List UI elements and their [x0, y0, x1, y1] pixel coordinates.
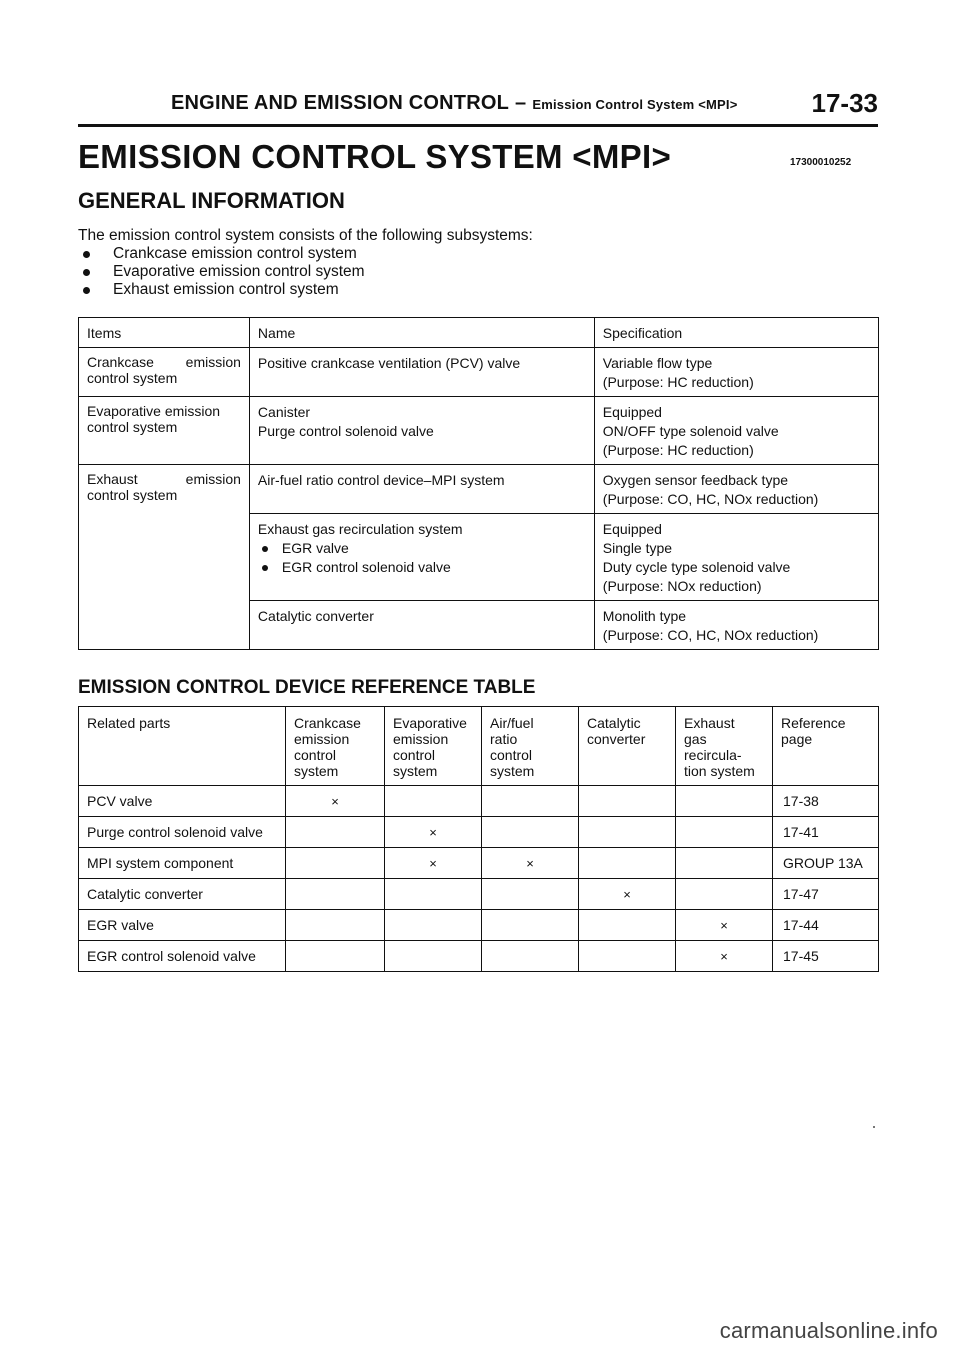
mark-cell: [676, 879, 773, 910]
header-section-title: ENGINE AND EMISSION CONTROL: [171, 92, 510, 114]
mark-cell: [385, 786, 482, 817]
mark-cell: [385, 910, 482, 941]
spec-text: Oxygen sensor feedback type: [602, 472, 789, 488]
header-exhaust-gas-recirculation: Exhaust gas recircula- tion system: [676, 707, 773, 786]
mark-cell: ×: [286, 786, 385, 817]
mark-cell: [286, 941, 385, 972]
mark-cell: [676, 817, 773, 848]
spec-text: (Purpose: NOx reduction): [602, 578, 762, 594]
subsystem-list: [78, 245, 365, 299]
page-header: [78, 88, 878, 127]
header-name: Name: [249, 318, 594, 348]
name-text: Canister: [257, 404, 311, 420]
list-item-text: Exhaust emission control system: [113, 281, 339, 298]
spec-cell: [594, 397, 878, 465]
spec-text: (Purpose: CO, HC, NOx reduction): [602, 627, 819, 643]
header-related-parts: Related parts: [79, 707, 286, 786]
name-cell: [249, 514, 594, 601]
list-item: [78, 245, 365, 263]
spec-cell: [594, 514, 878, 601]
table-row: [79, 348, 879, 397]
mark-cell: [482, 786, 579, 817]
spec-text: Variable flow type: [602, 355, 713, 371]
mark-cell: [482, 941, 579, 972]
list-item-text: Evaporative emission control system: [113, 263, 365, 280]
mark-cell: [286, 879, 385, 910]
page-number: 17-33: [811, 88, 878, 118]
mark-cell: [579, 817, 676, 848]
table-row: [79, 465, 879, 514]
intro-text: The emission control system consists of the following subsystems:: [78, 227, 533, 244]
spec-cell: [594, 348, 878, 397]
watermark: carmanualsonline.info: [719, 1318, 938, 1343]
bullet-icon: [83, 251, 90, 258]
spec-text: Duty cycle type solenoid valve: [602, 559, 791, 575]
reference-page-cell: 17-38: [773, 786, 879, 817]
reference-page-cell: 17-41: [773, 817, 879, 848]
header-section: [171, 92, 738, 115]
item-text: Exhaust: [87, 471, 138, 487]
related-part-cell: PCV valve: [79, 786, 286, 817]
bullet-icon: [83, 269, 90, 276]
spec-cell: [594, 465, 878, 514]
item-cell: [79, 348, 250, 397]
item-text: emission: [185, 354, 241, 370]
header-reference-page: Reference page: [773, 707, 879, 786]
item-text: control system: [87, 370, 178, 386]
mark-cell: [482, 910, 579, 941]
reference-table: [78, 706, 879, 972]
name-text: Exhaust gas recirculation system: [257, 521, 463, 537]
name-cell: [249, 397, 594, 465]
header-catalytic: Catalytic converter: [579, 707, 676, 786]
header-subsection: Emission Control System <MPI>: [532, 97, 738, 112]
list-item: [258, 539, 586, 558]
bullet-icon: [262, 565, 268, 571]
item-cell: [79, 465, 250, 650]
mark-cell: [286, 910, 385, 941]
list-item: [258, 558, 586, 577]
mark-cell: [385, 879, 482, 910]
mark-cell: [676, 848, 773, 879]
item-text: Evaporative emission: [87, 403, 221, 419]
related-part-cell: Catalytic converter: [79, 879, 286, 910]
scan-speck: [873, 1126, 875, 1128]
item-text: emission: [185, 471, 241, 487]
item-text: Crankcase: [87, 354, 154, 370]
table-row: [79, 879, 879, 910]
related-part-cell: EGR control solenoid valve: [79, 941, 286, 972]
related-part-cell: Purge control solenoid valve: [79, 817, 286, 848]
mark-cell: [579, 786, 676, 817]
list-item: [78, 281, 365, 299]
mark-cell: ×: [482, 848, 579, 879]
table-row: [79, 397, 879, 465]
general-information-heading: GENERAL INFORMATION: [78, 188, 345, 213]
item-text: control system: [87, 487, 178, 503]
name-cell: Positive crankcase ventilation (PCV) valve: [249, 348, 594, 397]
spec-text: Single type: [602, 540, 673, 556]
mark-cell: ×: [676, 941, 773, 972]
table-row: [79, 817, 879, 848]
mark-cell: ×: [579, 879, 676, 910]
page-title: EMISSION CONTROL SYSTEM <MPI>: [78, 138, 672, 175]
bullet-icon: [83, 287, 90, 294]
mark-cell: [676, 786, 773, 817]
mark-cell: ×: [385, 848, 482, 879]
egr-component-list: [258, 539, 586, 577]
mark-cell: [286, 848, 385, 879]
name-cell: Catalytic converter: [249, 601, 594, 650]
bullet-icon: [262, 546, 268, 552]
header-airfuel: Air/fuel ratio control system: [482, 707, 579, 786]
related-part-cell: EGR valve: [79, 910, 286, 941]
mark-cell: [579, 910, 676, 941]
item-cell: [79, 397, 250, 465]
document-code: 17300010252: [790, 157, 852, 168]
mark-cell: ×: [385, 817, 482, 848]
list-item-text: Crankcase emission control system: [113, 245, 357, 262]
table-header-row: [79, 707, 879, 786]
list-item: [78, 263, 365, 281]
table-row: [79, 941, 879, 972]
reference-table-body: [79, 786, 879, 972]
spec-text: (Purpose: CO, HC, NOx reduction): [602, 491, 819, 507]
spec-text: Equipped: [602, 404, 662, 420]
mark-cell: [482, 879, 579, 910]
header-items: Items: [79, 318, 250, 348]
list-item-text: EGR control solenoid valve: [281, 559, 451, 575]
table-row: [79, 848, 879, 879]
mark-cell: [385, 941, 482, 972]
spec-text: Equipped: [602, 521, 662, 537]
mark-cell: [482, 817, 579, 848]
related-part-cell: MPI system component: [79, 848, 286, 879]
spec-text: ON/OFF type solenoid valve: [602, 423, 779, 439]
mark-cell: [286, 817, 385, 848]
list-item-text: EGR valve: [281, 540, 349, 556]
header-dash: –: [515, 92, 527, 114]
header-crankcase: Crankcase emission control system: [286, 707, 385, 786]
table-row: [79, 786, 879, 817]
spec-cell: [594, 601, 878, 650]
mark-cell: ×: [676, 910, 773, 941]
mark-cell: [579, 848, 676, 879]
spec-text: (Purpose: HC reduction): [602, 374, 754, 390]
reference-page-cell: GROUP 13A: [773, 848, 879, 879]
table-header-row: [79, 318, 879, 348]
header-evaporative: Evaporative emission control system: [385, 707, 482, 786]
reference-table-heading: EMISSION CONTROL DEVICE REFERENCE TABLE: [78, 677, 536, 698]
item-text: control system: [87, 419, 178, 435]
reference-page-cell: 17-44: [773, 910, 879, 941]
mark-cell: [579, 941, 676, 972]
reference-page-cell: 17-47: [773, 879, 879, 910]
name-text: Purge control solenoid valve: [257, 423, 434, 439]
table-row: [79, 910, 879, 941]
reference-page-cell: 17-45: [773, 941, 879, 972]
spec-text: (Purpose: HC reduction): [602, 442, 754, 458]
specification-table: [78, 317, 879, 650]
spec-text: Monolith type: [602, 608, 687, 624]
name-cell: Air-fuel ratio control device–MPI system: [249, 465, 594, 514]
header-specification: Specification: [594, 318, 878, 348]
